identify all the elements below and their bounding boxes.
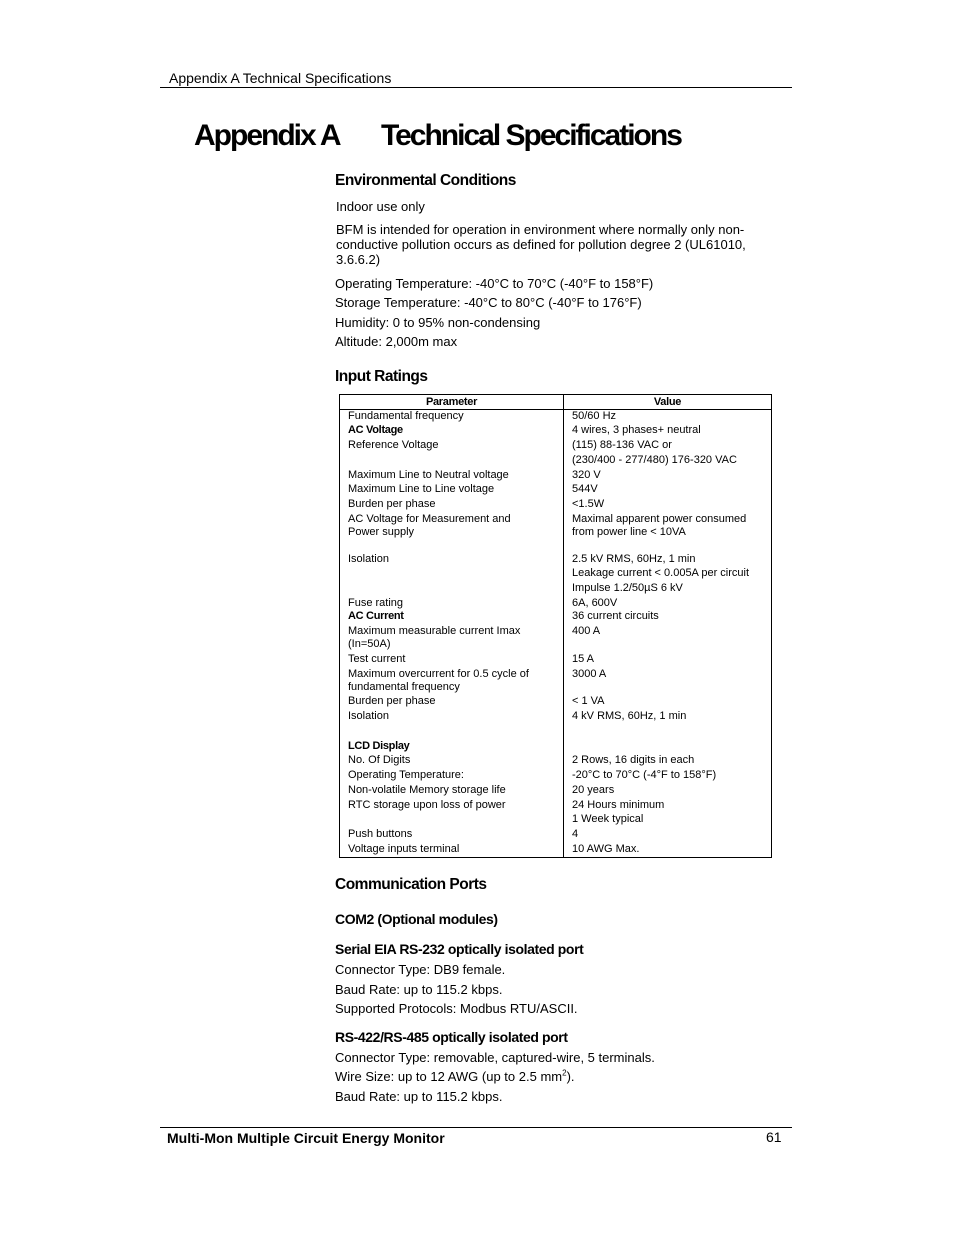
- value-cell: <1.5W: [572, 498, 605, 510]
- value-cell: (230/400 - 277/480) 176-320 VAC: [572, 454, 737, 466]
- altitude-text: Altitude: 2,000m max: [335, 334, 458, 349]
- value-cell: 10 AWG Max.: [572, 843, 640, 855]
- param-cell: Reference Voltage: [348, 439, 439, 451]
- value-cell: (115) 88-136 VAC or: [572, 439, 672, 451]
- rs485-wire-size-text: [335, 1069, 575, 1084]
- wire-size-suffix: ).: [566, 1069, 575, 1084]
- parameter-column-header: Parameter: [425, 396, 478, 408]
- value-cell: Leakage current < 0.005A per circuit: [572, 567, 750, 579]
- storage-temp-text: Storage Temperature: -40°C to 80°C (-40°F to 176°F): [335, 295, 642, 310]
- param-cell: Fundamental frequency: [348, 410, 464, 422]
- footer-rule: [160, 1127, 792, 1128]
- param-cell: (In=50A): [348, 638, 391, 650]
- param-cell: Maximum overcurrent for 0.5 cycle of: [348, 668, 529, 680]
- environmental-heading: Environmental Conditions: [335, 172, 516, 189]
- value-cell: 15 A: [572, 653, 595, 665]
- param-cell: No. Of Digits: [348, 754, 411, 766]
- operating-temp-text: Operating Temperature: -40°C to 70°C (-40°F to 158°F): [335, 276, 654, 291]
- value-cell: 4 kV RMS, 60Hz, 1 min: [572, 710, 687, 722]
- param-cell: Isolation: [348, 553, 389, 565]
- value-cell: Maximal apparent power consumed: [572, 513, 747, 525]
- value-cell: 36 current circuits: [572, 610, 659, 622]
- value-cell: 4 wires, 3 phases+ neutral: [572, 424, 701, 436]
- value-cell: 3000 A: [572, 668, 607, 680]
- rs232-heading: Serial EIA RS-232 optically isolated port: [335, 941, 584, 957]
- param-cell: Isolation: [348, 710, 389, 722]
- value-cell: < 1 VA: [572, 695, 605, 707]
- value-cell: 1 Week typical: [572, 813, 644, 825]
- rs485-baud-text: Baud Rate: up to 115.2 kbps.: [335, 1089, 503, 1104]
- rs232-baud-text: Baud Rate: up to 115.2 kbps.: [335, 982, 503, 997]
- running-header: Appendix A Technical Specifications: [169, 70, 392, 86]
- value-cell: 400 A: [572, 625, 601, 637]
- input-ratings-table: [339, 394, 772, 858]
- input-ratings-heading: Input Ratings: [335, 368, 428, 385]
- value-cell: from power line < 10VA: [572, 526, 686, 538]
- param-cell: Maximum measurable current Imax: [348, 625, 521, 637]
- value-cell: 20 years: [572, 784, 615, 796]
- param-cell: Push buttons: [348, 828, 413, 840]
- indoor-text: Indoor use only: [336, 199, 425, 214]
- param-cell: Power supply: [348, 526, 415, 538]
- value-cell: 4: [572, 828, 579, 840]
- param-section-lcd-display: LCD Display: [348, 740, 410, 752]
- param-cell: Burden per phase: [348, 695, 436, 707]
- communication-heading: Communication Ports: [335, 876, 487, 893]
- param-cell: AC Voltage for Measurement and: [348, 513, 511, 525]
- com2-heading: COM2 (Optional modules): [335, 911, 498, 927]
- value-cell: 50/60 Hz: [572, 410, 617, 422]
- value-cell: -20°C to 70°C (-4°F to 158°F): [572, 769, 717, 781]
- wire-size-prefix: Wire Size: up to 12 AWG (up to 2.5 mm: [335, 1069, 563, 1084]
- rs485-heading: RS-422/RS-485 optically isolated port: [335, 1029, 568, 1045]
- value-cell: 6A, 600V: [572, 597, 618, 609]
- param-cell: Non-volatile Memory storage life: [348, 784, 506, 796]
- humidity-text: Humidity: 0 to 95% non-condensing: [335, 315, 541, 330]
- pollution-text: BFM is intended for operation in environment where normally only non-conductive pollution occurs as defined for pollution degree 2 (UL61010, 3.6.6.2): [336, 222, 746, 267]
- param-cell: Maximum Line to Line voltage: [348, 483, 495, 495]
- param-cell: Burden per phase: [348, 498, 436, 510]
- value-cell: 2.5 kV RMS, 60Hz, 1 min: [572, 553, 696, 565]
- param-section-ac-current: AC Current: [348, 610, 404, 622]
- rs232-connector-text: Connector Type: DB9 female.: [335, 962, 506, 977]
- value-cell: 2 Rows, 16 digits in each: [572, 754, 695, 766]
- param-cell: Operating Temperature:: [348, 769, 464, 781]
- param-cell: Fuse rating: [348, 597, 404, 609]
- param-cell: Test current: [348, 653, 406, 665]
- wire-size-superscript: 2: [562, 1068, 567, 1078]
- column-divider: [563, 395, 564, 857]
- value-column-header: Value: [653, 396, 682, 408]
- header-rule: [160, 87, 792, 88]
- param-cell: fundamental frequency: [348, 681, 460, 693]
- param-cell: Maximum Line to Neutral voltage: [348, 469, 509, 481]
- value-cell: 24 Hours minimum: [572, 799, 665, 811]
- value-cell: 544V: [572, 483, 598, 495]
- param-section-ac-voltage: AC Voltage: [348, 424, 403, 436]
- page-number: 61: [766, 1129, 782, 1145]
- appendix-label: Appendix A: [194, 119, 340, 152]
- rs232-protocols-text: Supported Protocols: Modbus RTU/ASCII.: [335, 1001, 578, 1016]
- page-title: Technical Specifications: [381, 119, 681, 152]
- value-cell: Impulse 1.2/50µS 6 kV: [572, 582, 683, 594]
- param-cell: Voltage inputs terminal: [348, 843, 460, 855]
- param-cell: RTC storage upon loss of power: [348, 799, 506, 811]
- value-cell: 320 V: [572, 469, 601, 481]
- footer-title: Multi-Mon Multiple Circuit Energy Monitor: [167, 1130, 445, 1146]
- rs485-connector-text: Connector Type: removable, captured-wire, 5 terminals.: [335, 1050, 655, 1065]
